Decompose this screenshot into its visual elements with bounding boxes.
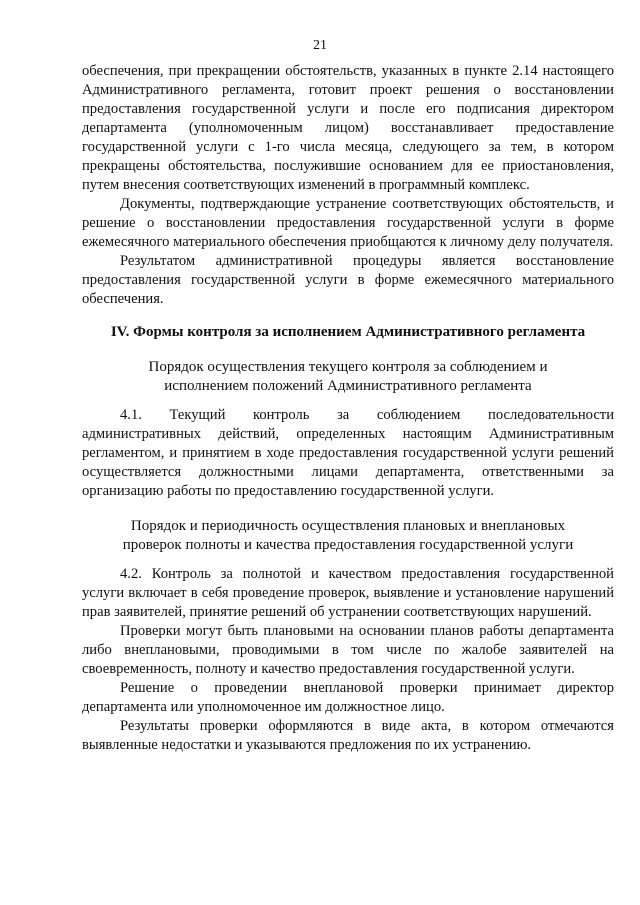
document-body (82, 62, 614, 755)
page-number: 21 (313, 38, 327, 53)
paragraph-inspection-types: Проверки могут быть плановыми на основании планов работы департамента либо внеплановыми, проводимыми в том числе по жалобе заявителей на своевременность, полноту и качество предоставления государственной услуги. (82, 623, 614, 677)
subsection-current-control-title: Порядок осуществления текущего контроля за соблюдением и исполнением положений Административного регламента (148, 359, 548, 394)
paragraph-4-1: 4.1. Текущий контроль за соблюдением последовательности административных действий, определенных настоящим Административным регламентом, и принятием в ходе предоставления государственной услуги решений осуществляется должностными лицами департамента, ответственными за организацию работы по предоставлению государственной услуги. (82, 407, 614, 499)
paragraph-inspection-results: Результаты проверки оформляются в виде акта, в котором отмечаются выявленные недостатки и указываются предложения по их устранению. (82, 718, 614, 753)
subsection-inspections-title: Порядок и периодичность осуществления плановых и внеплановых проверок полноты и качества предоставления государственной услуги (122, 518, 574, 553)
paragraph-result: Результатом административной процедуры является восстановление предоставления государственной услуги в форме ежемесячного материального обеспечения. (82, 253, 614, 307)
paragraph-documents: Документы, подтверждающие устранение соответствующих обстоятельств, и решение о восстановлении предоставления государственной услуги в форме ежемесячного материального обеспечения приобщаются к личному делу получателя. (82, 196, 614, 250)
section-4-title: IV. Формы контроля за исполнением Административного регламента (110, 324, 586, 340)
paragraph-restoration-procedure: обеспечения, при прекращении обстоятельств, указанных в пункте 2.14 настоящего Административного регламента, готовит проект решения о восстановлении предоставления государственной услуги и после его подписания директором департамента (уполномоченным лицом) восстанавливает предоставление государственной услуги с 1-го числа месяца, следующего за тем, в котором прекращены обстоятельства, послужившие основанием для ее приостановления, путем внесения соответствующих изменений в программный комплекс. (82, 63, 614, 193)
paragraph-unscheduled-decision: Решение о проведении внеплановой проверки принимает директор департамента или уполномоченное им должностное лицо. (82, 680, 614, 715)
paragraph-4-2: 4.2. Контроль за полнотой и качеством предоставления государственной услуги включает в себя проведение проверок, выявление и установление нарушений прав заявителей, принятие решений об устранении соответствующих нарушений. (82, 566, 614, 620)
